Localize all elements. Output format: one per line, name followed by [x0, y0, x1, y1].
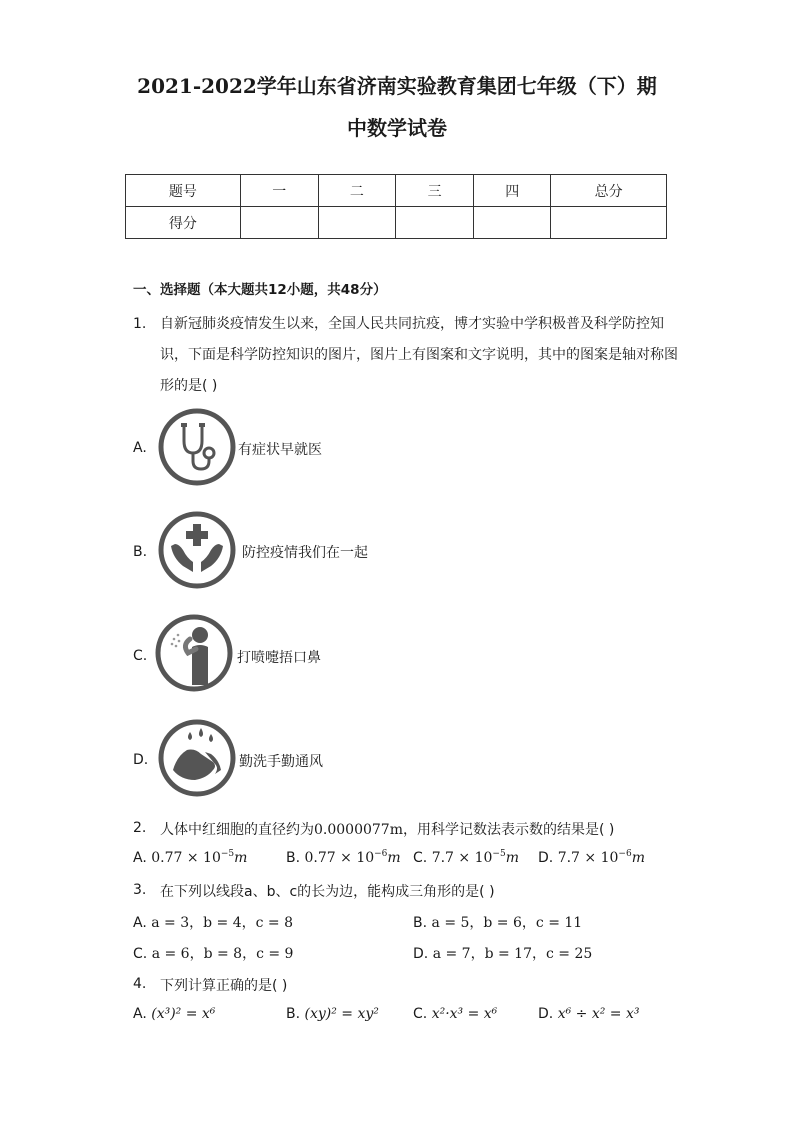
option-value: 0.77 × 10	[304, 850, 375, 866]
option-label: A.	[133, 915, 147, 931]
option-label: B.	[413, 915, 428, 931]
question-text: 自新冠肺炎疫情发生以来，全国人民共同抗疫，博才实验中学积极普及科学防控知识，下面是科学防控知识的图片，图片上有图案和文字说明，其中的图案是轴对称图形的是( )	[160, 316, 678, 394]
option-value: x⁶ ÷ x² = x³	[557, 1006, 640, 1022]
option-label: D.	[413, 946, 429, 962]
option-label: B.	[286, 1006, 301, 1022]
option-value: a = 5，b = 6，c = 11	[431, 915, 583, 931]
handwash-icon[interactable]	[157, 718, 237, 798]
q2-option-c[interactable]	[413, 850, 519, 866]
score-cell[interactable]	[551, 207, 667, 239]
option-label: C.	[413, 1006, 428, 1022]
option-unit: m	[505, 850, 519, 866]
question-number: 3.	[133, 882, 147, 898]
stethoscope-icon[interactable]	[157, 407, 237, 487]
option-value: (x³)² = x⁶	[151, 1006, 216, 1022]
score-cell[interactable]	[396, 207, 474, 239]
question-1	[133, 309, 680, 402]
option-exponent: −6	[618, 849, 632, 859]
header-cell: 三	[396, 175, 474, 207]
option-label: D.	[538, 850, 554, 866]
q2-option-a[interactable]	[133, 850, 247, 866]
score-table	[125, 174, 667, 239]
option-caption: 防控疫情我们在一起	[242, 545, 368, 561]
question-text: 人体中红细胞的直径约为	[160, 822, 314, 838]
section-heading: 一、选择题（本大题共12小题，共48分）	[133, 282, 387, 298]
question-text: 在下列以线段a、b、c的长为边，能构成三角形的是( )	[160, 884, 495, 900]
exam-title-line2: 中数学试卷	[347, 116, 447, 140]
score-cell[interactable]	[240, 207, 318, 239]
option-exponent: −6	[374, 849, 388, 859]
option-value: a = 7，b = 17，c = 25	[432, 946, 593, 962]
row-label-cell: 得分	[126, 207, 241, 239]
option-label: B.	[286, 850, 301, 866]
question-text: 下列计算正确的是( )	[160, 978, 288, 994]
question-2-text	[160, 819, 614, 839]
option-value: 0.77 × 10	[151, 850, 221, 866]
option-label: C.	[413, 850, 428, 866]
q2-option-d[interactable]	[538, 850, 645, 866]
header-cell: 一	[240, 175, 318, 207]
option-value: x²·x³ = x⁶	[431, 1006, 498, 1022]
option-label: D.	[538, 1006, 554, 1022]
option-exponent: −5	[220, 849, 235, 859]
option-caption: 勤洗手勤通风	[239, 754, 323, 770]
option-value: a = 3，b = 4，c = 8	[151, 915, 293, 931]
option-label[interactable]: C.	[133, 648, 148, 664]
score-cell[interactable]	[474, 207, 551, 239]
option-caption: 有症状早就医	[238, 442, 322, 458]
header-cell: 总分	[551, 175, 667, 207]
q4-option-b[interactable]	[286, 1006, 379, 1022]
question-text: ，用科学记数法表示数的结果是( )	[402, 822, 615, 838]
option-unit: m	[631, 850, 645, 866]
option-label[interactable]: B.	[133, 544, 148, 560]
option-caption: 打喷嚏捂口鼻	[237, 650, 321, 666]
score-table-header-row	[126, 175, 667, 207]
option-exponent: −5	[492, 849, 506, 859]
hands-cross-icon[interactable]	[157, 510, 237, 590]
sneeze-icon[interactable]	[154, 613, 234, 693]
option-unit: m	[387, 850, 401, 866]
score-table-score-row	[126, 207, 667, 239]
option-label: A.	[133, 1006, 147, 1022]
q4-option-d[interactable]	[538, 1006, 639, 1022]
q3-option-b[interactable]	[413, 912, 582, 932]
q4-option-a[interactable]	[133, 1006, 215, 1022]
option-value: (xy)² = xy²	[304, 1006, 379, 1022]
q3-option-c[interactable]	[133, 943, 293, 963]
option-value: a = 6，b = 8，c = 9	[151, 946, 294, 962]
q3-option-a[interactable]	[133, 912, 293, 932]
exam-title-line1: 2021-2022学年山东省济南实验教育集团七年级（下）期	[137, 74, 657, 98]
q2-option-b[interactable]	[286, 850, 401, 866]
question-number: 2.	[133, 820, 147, 836]
option-label[interactable]: A.	[133, 440, 147, 456]
header-cell: 四	[474, 175, 551, 207]
q4-option-c[interactable]	[413, 1006, 497, 1022]
option-label: C.	[133, 946, 148, 962]
option-value: 7.7 × 10	[431, 850, 493, 866]
option-value: 7.7 × 10	[557, 850, 619, 866]
question-number: 1.	[133, 316, 147, 332]
header-cell: 二	[318, 175, 395, 207]
header-cell: 题号	[126, 175, 241, 207]
score-cell[interactable]	[318, 207, 395, 239]
question-number: 4.	[133, 976, 147, 992]
option-unit: m	[234, 850, 248, 866]
math-value: 0.0000077m	[314, 822, 403, 838]
q3-option-d[interactable]	[413, 943, 592, 963]
option-label[interactable]: D.	[133, 752, 149, 768]
option-label: A.	[133, 850, 147, 866]
